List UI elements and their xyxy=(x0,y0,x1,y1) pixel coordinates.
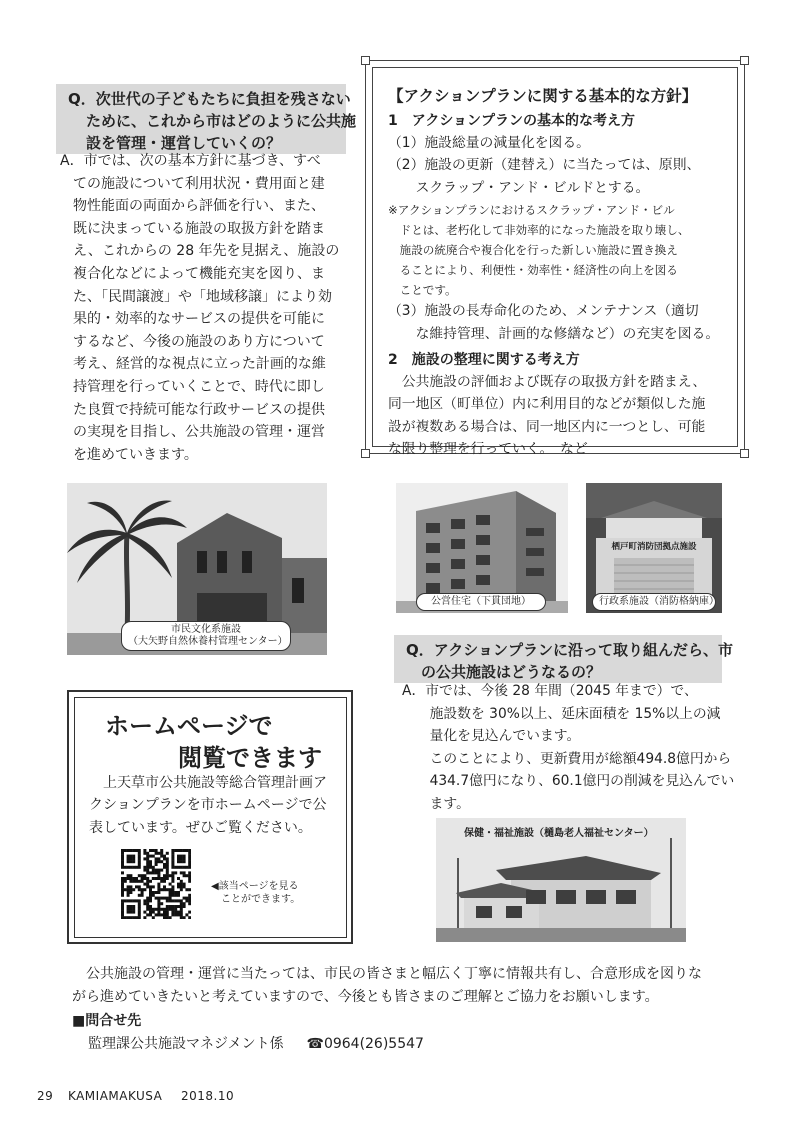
homepage-text-line: 上天草市公共施設等総合管理計画ア xyxy=(103,775,327,791)
policy-sec2-title: 2 施設の整理に関する考え方 xyxy=(388,352,580,369)
policy-note-line: ることにより、利便性・効率性・経済性の向上を図る xyxy=(388,263,678,278)
q1-question-line: ために、これから市はどのように公共施 xyxy=(86,112,357,130)
qr-code[interactable] xyxy=(121,849,191,919)
policy-line: 設が複数ある場合は、同一地区内に一つとし、可能 xyxy=(388,418,706,435)
issue-date: 2018.10 xyxy=(181,1089,235,1103)
policy-note-line: ※アクションプランにおけるスクラップ・アンド・ビル xyxy=(388,203,675,218)
q2-question xyxy=(394,635,734,683)
magazine-name: KAMIAMAKUSA xyxy=(67,1089,163,1103)
contact-phone: ☎0964(26)5547 xyxy=(306,1036,424,1052)
fire-station-sign: 栖戸町消防団拠点施設 xyxy=(611,542,697,552)
closing-text xyxy=(72,963,702,1009)
q1-answer-line: 複合化などによって機能充実を図り、ま xyxy=(73,265,325,282)
q1-answer-line: 持管理を行っていくことで、時代に即し xyxy=(73,378,325,395)
footer xyxy=(37,1089,234,1103)
q1-answer-line: A．市では、次の基本方針に基づき、すべ xyxy=(60,153,321,169)
q2-answer xyxy=(402,680,735,816)
homepage-text xyxy=(89,772,327,839)
policy-note-line: ことです。 xyxy=(388,283,457,298)
caption-text: 市民文化系施設 xyxy=(171,624,241,635)
caption-welfare: 保健・福祉施設（樋島老人福祉センター） xyxy=(464,828,654,839)
policy-line: 公共施設の評価および既存の取扱方針を踏まえ、 xyxy=(388,374,707,391)
policy-line: （2）施設の更新（建替え）に当たっては、原則、 xyxy=(388,157,701,174)
qr-note-line: ことができます。 xyxy=(211,894,301,905)
q2-answer-line: このことにより、更新費用が総額494.8億円から xyxy=(402,750,732,767)
homepage-title-1: ホームページで xyxy=(105,712,273,740)
contact-heading: ■問合せ先 xyxy=(72,1013,142,1029)
q2-answer-line: 量化を見込んでいます。 xyxy=(402,728,581,745)
caption-cultural xyxy=(121,621,291,651)
policy-note-line: ドとは、老朽化して非効率的になった施設を取り壊し、 xyxy=(388,223,690,238)
q1-answer-line: 果的・効率的なサービスの提供を可能に xyxy=(73,311,325,328)
policy-sec1-title: 1 アクションプランの基本的な考え方 xyxy=(388,113,636,129)
page-number: 29 xyxy=(37,1089,54,1103)
q1-answer-line: た、「民間譲渡」や「地域移譲」により効 xyxy=(73,288,332,305)
closing-line: がら進めていきたいと考えていますので、今後とも皆さまのご理解とご協力をお願いします。 xyxy=(72,989,659,1005)
closing-line: 公共施設の管理・運営に当たっては、市民の皆さまと幅広く丁寧に情報共有し、合意形成を図りな xyxy=(72,966,702,982)
policy-line: 同一地区（町単位）内に利用目的などが類似した施 xyxy=(388,396,706,413)
q1-answer-line: 既に決まっている施設の取扱方針を踏ま xyxy=(73,220,325,237)
q1-answer-line: するなど、今後の施設のあり方について xyxy=(73,333,325,350)
q2-answer-line: 434.7億円になり、60.1億円の削減を見込んでい xyxy=(402,773,735,790)
policy-note xyxy=(388,200,733,300)
q1-answer-line: た良質で持続可能な行政サービスの提供 xyxy=(73,401,325,418)
q1-answer-line: の実現を目指し、公共施設の管理・運営 xyxy=(73,424,325,441)
photo-cultural-facility xyxy=(67,483,327,655)
policy-content xyxy=(388,84,733,461)
caption-housing: 公営住宅（下貫団地） xyxy=(416,593,546,611)
q2-answer-line: A．市では、今後 28 年間（2045 年まで）で、 xyxy=(402,683,698,699)
policy-line: （3）施設の長寿命化のため、メンテナンス（適切 xyxy=(388,303,699,320)
q1-answer xyxy=(60,150,350,466)
q1-question-line: Q．次世代の子どもたちに負担を残さない xyxy=(68,90,351,108)
qr-note xyxy=(211,880,300,906)
photo-public-housing xyxy=(396,483,568,613)
qr-note-line: ◀該当ページを見る xyxy=(211,881,299,892)
q1-answer-line: を進めていきます。 xyxy=(73,446,198,463)
policy-line: な限り整理を行っていく。 など xyxy=(388,441,588,458)
homepage-text-line: 表しています。ぜひご覧ください。 xyxy=(89,819,312,836)
q1-answer-line: 考え、経営的な視点に立った計画的な維 xyxy=(73,356,326,373)
policy-line: スクラップ・アンド・ビルドとする。 xyxy=(388,179,650,196)
q1-question-line: 設を管理・運営していくの？ xyxy=(86,134,282,152)
policy-title: 【アクションプランに関する基本的な方針】 xyxy=(388,87,698,105)
photo-welfare-facility xyxy=(436,818,686,942)
q2-answer-line: ます。 xyxy=(402,795,470,812)
policy-note-line: 施設の統廃合や複合化を行った新しい施設に置き換え xyxy=(388,243,678,258)
qr-code-icon xyxy=(121,849,191,919)
q1-answer-line: え、これからの 28 年先を見据え、施設の xyxy=(73,243,340,260)
q1-answer-line: 物性能面の両面から評価を行い、また、 xyxy=(73,198,325,215)
policy-line: な維持管理、計画的な修繕など）の充実を図る。 xyxy=(388,325,720,342)
q2-question-line: Q．アクションプランに沿って取り組んだら、市 xyxy=(406,641,734,659)
homepage-title-2: 閲覧できます xyxy=(178,744,322,772)
homepage-text-line: クションプランを市ホームページで公 xyxy=(89,797,327,814)
q1-answer-line: ての施設について利用状況・費用面と建 xyxy=(73,175,325,192)
q1-question xyxy=(56,84,357,154)
contact-line xyxy=(88,1033,424,1053)
contact-department: 監理課公共施設マネジメント係 xyxy=(88,1036,284,1052)
caption-admin: 行政系施設（消防格納庫） xyxy=(592,593,716,611)
photo-admin-facility xyxy=(586,483,722,613)
q2-question-line: の公共施設はどうなるの？ xyxy=(406,663,602,681)
q2-answer-line: 施設数を 30%以上、延床面積を 15%以上の減 xyxy=(402,705,721,722)
caption-text: （大矢野自然休養村管理センター） xyxy=(128,636,288,647)
policy-line: （1）施設総量の減量化を図る。 xyxy=(388,135,590,151)
